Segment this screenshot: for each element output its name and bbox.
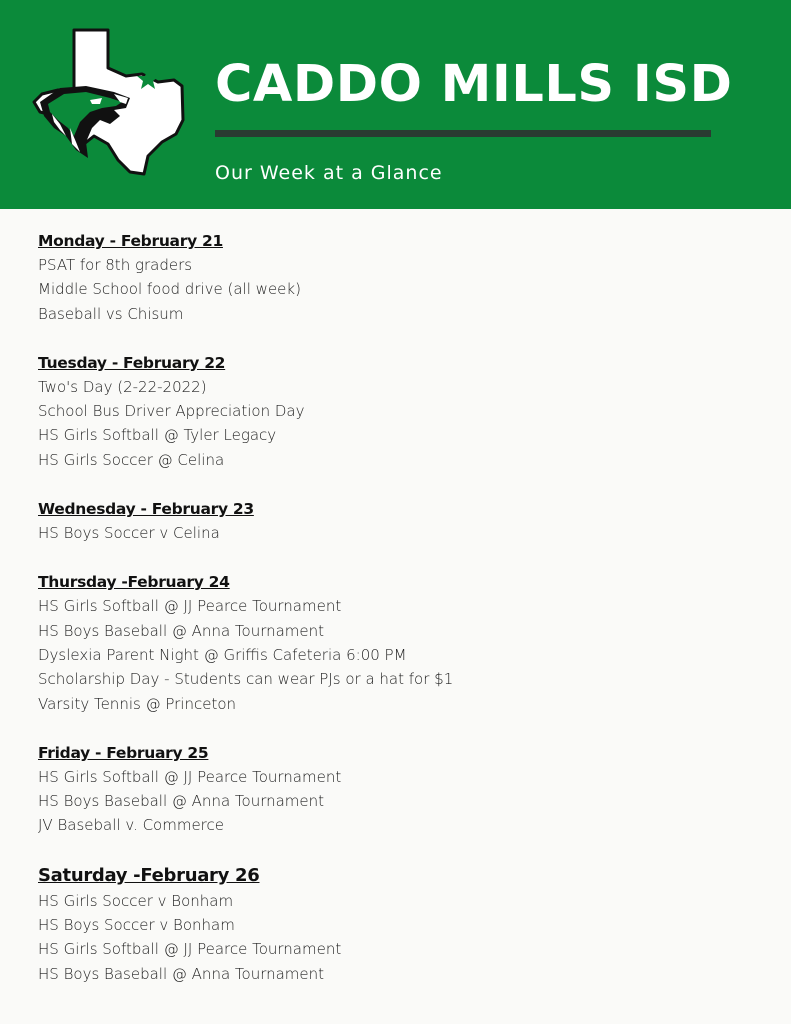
day-heading: Friday - February 25 [38, 743, 209, 762]
event-item: School Bus Driver Appreciation Day [38, 402, 305, 421]
event-item: Varsity Tennis @ Princeton [38, 694, 237, 713]
event-item: Two's Day (2-22-2022) [38, 377, 207, 396]
page-title: CADDO MILLS ISD [215, 55, 733, 114]
event-item: JV Baseball v. Commerce [38, 816, 224, 835]
day-tuesday [38, 351, 758, 472]
event-item: HS Boys Soccer v Celina [38, 524, 220, 543]
day-thursday [38, 570, 758, 715]
event-item: HS Girls Softball @ JJ Pearce Tournament [38, 940, 342, 959]
texas-wildcat-logo-icon [30, 24, 190, 180]
day-heading: Monday - February 21 [38, 232, 223, 250]
event-item: Baseball vs Chisum [38, 304, 184, 323]
event-item: HS Boys Baseball @ Anna Tournament [38, 621, 325, 640]
event-item: HS Girls Softball @ Tyler Legacy [38, 426, 277, 445]
day-friday [38, 741, 758, 838]
day-monday [38, 229, 758, 326]
day-wednesday [38, 497, 758, 545]
event-item: HS Girls Softball @ JJ Pearce Tournament [38, 597, 342, 616]
page-subtitle: Our Week at a Glance [215, 162, 443, 184]
event-item: PSAT for 8th graders [38, 256, 193, 274]
event-item: HS Boys Baseball @ Anna Tournament [38, 964, 325, 983]
event-item: HS Girls Softball @ JJ Pearce Tournament [38, 767, 342, 786]
event-item: HS Boys Baseball @ Anna Tournament [38, 792, 325, 811]
event-item: Middle School food drive (all week) [38, 280, 301, 299]
title-divider [215, 130, 711, 137]
event-item: Dyslexia Parent Night @ Griffis Cafeteria 6:00 PM [38, 645, 407, 664]
event-item: Scholarship Day - Students can wear PJs or a hat for $1 [38, 670, 454, 689]
header-banner [0, 0, 791, 209]
day-saturday [38, 863, 758, 986]
day-heading: Wednesday - February 23 [38, 500, 254, 519]
event-item: HS Girls Soccer @ Celina [38, 450, 225, 469]
event-item: HS Girls Soccer v Bonham [38, 891, 234, 910]
day-heading: Tuesday - February 22 [38, 353, 226, 372]
event-item: HS Boys Soccer v Bonham [38, 916, 235, 935]
schedule-list [38, 229, 758, 1011]
day-heading: Saturday -February 26 [38, 864, 260, 886]
day-heading: Thursday -February 24 [38, 573, 230, 592]
